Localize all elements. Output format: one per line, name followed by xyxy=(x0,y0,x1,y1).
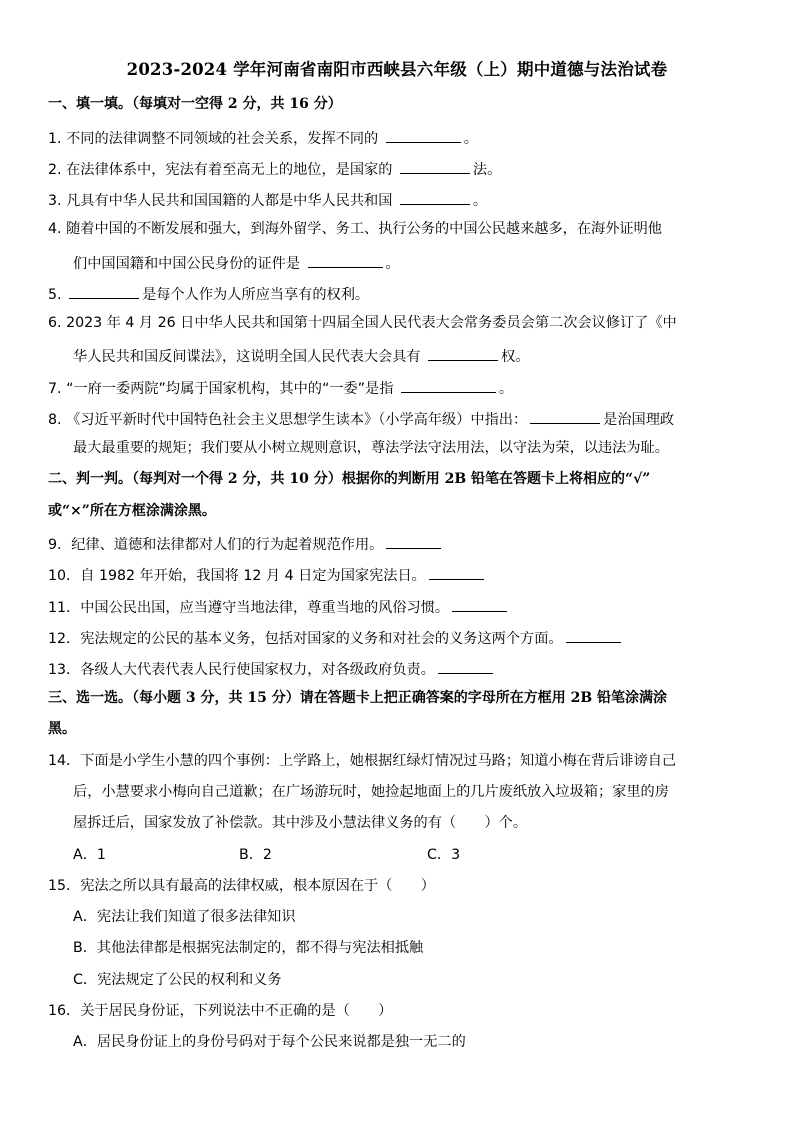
option-c[interactable]: C．3 xyxy=(427,847,461,863)
question-14-line-3: 屋拆迁后，国家发放了补偿款。其中涉及小慧法律义务的有（ ）个。 xyxy=(73,815,528,831)
answer-blank[interactable] xyxy=(566,627,621,643)
question-5: 5. 是每个人作为人所应当享有的权利。 xyxy=(48,283,758,304)
question-14: 14．下面是小学生小慧的四个事例：上学路上，她根据红绿灯情况过马路；知道小梅在背后诽谤自己 xyxy=(48,753,677,769)
option-b[interactable]: B．其他法律都是根据宪法制定的，都不得与宪法相抵触 xyxy=(73,940,424,956)
question-9: 9．纪律、道德和法律都对人们的行为起着规范作用。 xyxy=(48,533,758,554)
option-c[interactable]: C．宪法规定了公民的权利和义务 xyxy=(73,972,282,988)
answer-blank[interactable] xyxy=(438,658,493,674)
section-3-heading-line-2: 黑。 xyxy=(48,721,76,737)
question-12: 12．宪法规定的公民的基本义务，包括对国家的义务和对社会的义务这两个方面。 xyxy=(48,627,758,648)
answer-blank[interactable] xyxy=(400,189,470,205)
answer-blank[interactable] xyxy=(400,158,470,174)
section-3-heading: 三、选一选。（每小题 3 分，共 15 分）请在答题卡上把正确答案的字母所在方框用 2B 铅笔涂满涂 xyxy=(48,690,668,706)
question-4-line-2: 们中国国籍和中国公民身份的证件是 。 xyxy=(73,252,763,273)
question-1: 1. 不同的法律调整不同领域的社会关系，发挥不同的 。 xyxy=(48,127,758,148)
option-a[interactable]: A．1 xyxy=(73,847,106,863)
answer-blank[interactable] xyxy=(401,377,496,393)
answer-blank[interactable] xyxy=(530,408,600,424)
option-a[interactable]: A．宪法让我们知道了很多法律知识 xyxy=(73,909,296,925)
option-a[interactable]: A．居民身份证上的身份号码对于每个公民来说都是独一无二的 xyxy=(73,1034,466,1050)
option-b[interactable]: B．2 xyxy=(239,847,272,863)
question-3: 3. 凡具有中华人民共和国国籍的人都是中华人民共和国 。 xyxy=(48,189,758,210)
question-6: 6. 2023 年 4 月 26 日中华人民共和国第十四届全国人民代表大会常务委员会第二次会议修订了《中 xyxy=(48,315,677,331)
question-10: 10．自 1982 年开始，我国将 12 月 4 日定为国家宪法日。 xyxy=(48,564,758,585)
question-13: 13．各级人大代表代表人民行使国家权力，对各级政府负责。 xyxy=(48,658,758,679)
answer-blank[interactable] xyxy=(428,345,498,361)
answer-blank[interactable] xyxy=(69,283,139,299)
section-1-heading: 一、填一填。（每填对一空得 2 分，共 16 分） xyxy=(48,96,342,112)
question-6-line-2: 华人民共和国反间谍法》，这说明全国人民代表大会具有 权。 xyxy=(73,345,763,366)
answer-blank[interactable] xyxy=(429,564,484,580)
answer-blank[interactable] xyxy=(452,596,507,612)
question-4: 4. 随着中国的不断发展和强大，到海外留学、务工、执行公务的中国公民越来越多，在海外证明他 xyxy=(48,221,662,237)
page-title: 2023-2024 学年河南省南阳市西峡县六年级（上）期中道德与法治试卷 xyxy=(126,60,668,79)
question-16: 16．关于居民身份证，下列说法中不正确的是（ ） xyxy=(48,1003,393,1019)
question-8: 8. 《习近平新时代中国特色社会主义思想学生读本》（小学高年级）中指出： 是治国理政 xyxy=(48,408,758,429)
section-2-heading: 二、判一判。（每判对一个得 2 分，共 10 分）根据你的判断用 2B 铅笔在答题卡上将相应的“√” xyxy=(48,471,651,487)
question-2: 2. 在法律体系中，宪法有着至高无上的地位，是国家的 法。 xyxy=(48,158,758,179)
question-7: 7. “一府一委两院”均属于国家机构，其中的“一委”是指 。 xyxy=(48,377,758,398)
answer-blank[interactable] xyxy=(386,533,441,549)
answer-blank[interactable] xyxy=(386,127,461,143)
question-15: 15．宪法之所以具有最高的法律权威，根本原因在于（ ） xyxy=(48,878,435,894)
section-2-heading-line-2: 或“×”所在方框涂满涂黑。 xyxy=(48,503,216,519)
question-14-line-2: 后，小慧要求小梅向自己道歉；在广场游玩时，她捡起地面上的几片废纸放入垃圾箱；家里的房 xyxy=(73,784,669,800)
answer-blank[interactable] xyxy=(308,252,383,268)
question-8-line-2: 最大最重要的规矩；我们要从小树立规则意识，尊法学法守法用法，以守法为荣，以违法为耻。 xyxy=(73,440,669,456)
question-11: 11．中国公民出国，应当遵守当地法律，尊重当地的风俗习惯。 xyxy=(48,596,758,617)
question-14-options xyxy=(73,846,763,864)
